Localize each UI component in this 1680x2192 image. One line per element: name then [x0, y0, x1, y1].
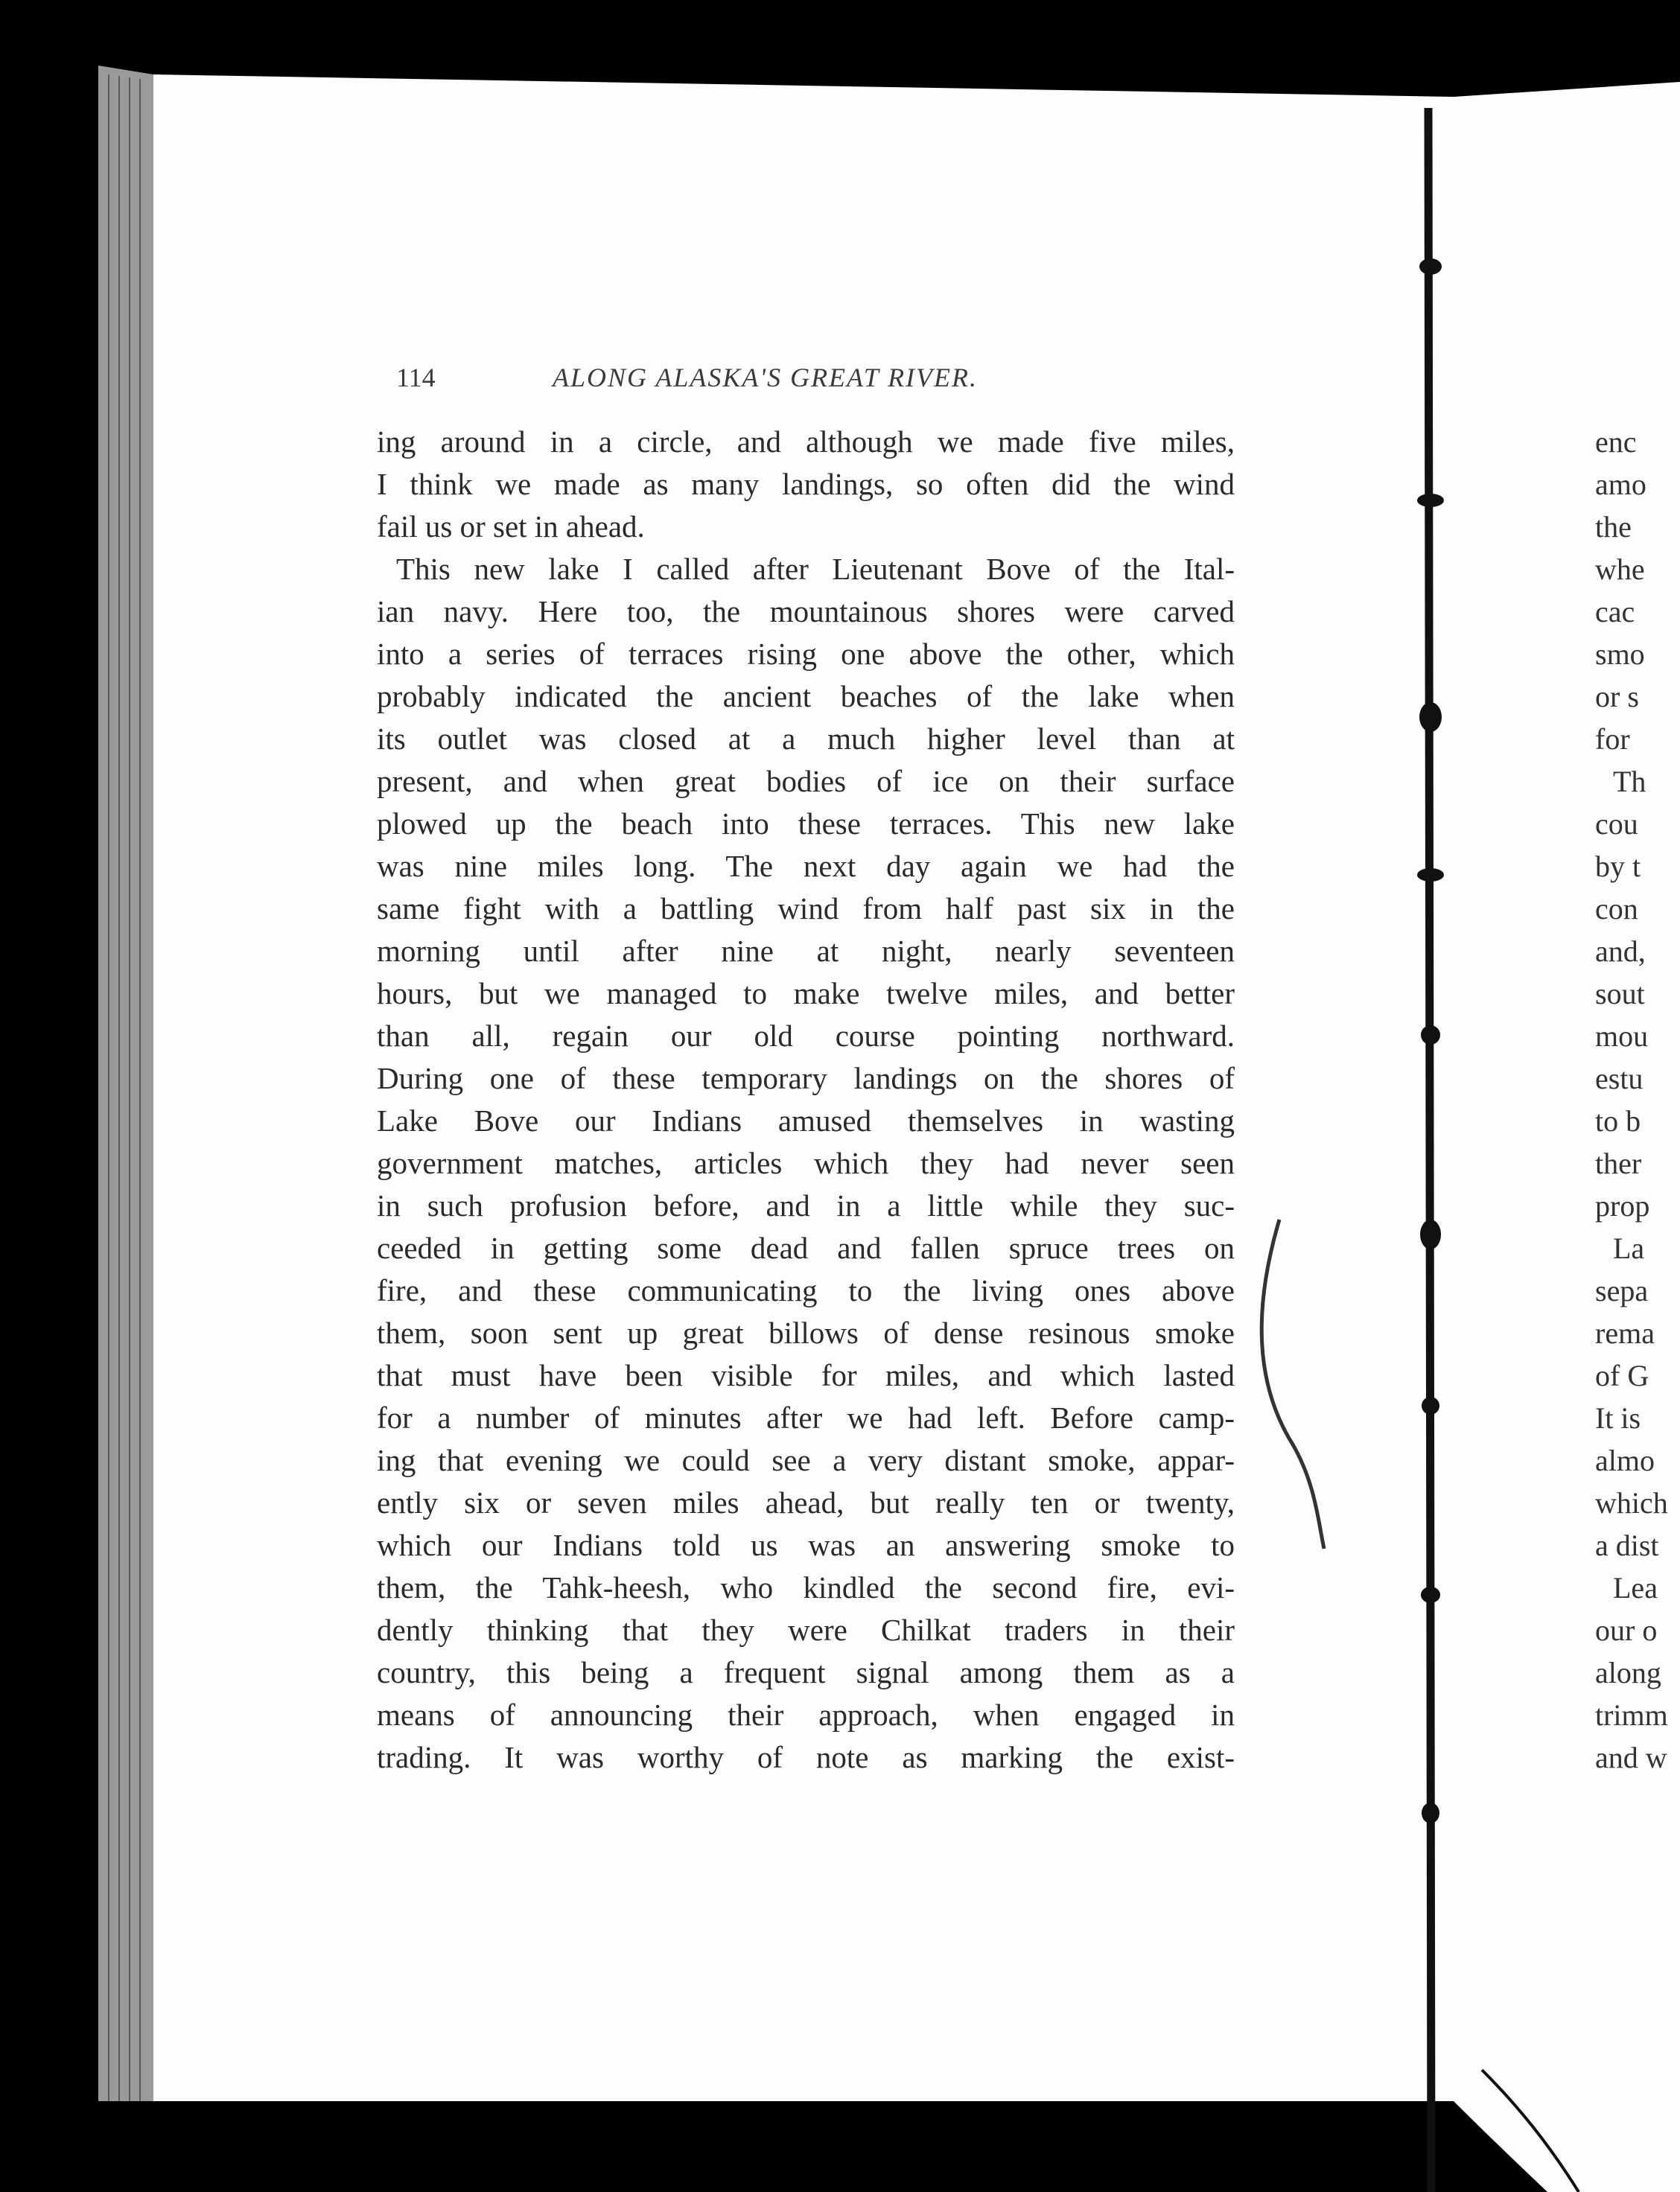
- body-line: probably indicated the ancient beaches of the lake when: [377, 679, 1235, 713]
- body-line: morning until after nine at night, nearly seventeen: [377, 934, 1235, 968]
- body-line: ing that evening we could see a very distant smoke, appar-: [377, 1443, 1235, 1477]
- right-page-fragment: or s: [1595, 680, 1639, 713]
- right-page-fragment: whe: [1595, 552, 1645, 586]
- body-line: trading. It was worthy of note as marking the exist-: [377, 1740, 1235, 1774]
- right-page-fragment: for: [1595, 722, 1630, 756]
- right-page-fragment: amo: [1595, 468, 1646, 501]
- binding-thread: [1428, 108, 1431, 2192]
- right-page-cropped-text: [1595, 421, 1668, 1779]
- right-page-fragment: Lea: [1613, 1571, 1658, 1605]
- page-number: 114: [396, 363, 436, 392]
- body-line: means of announcing their approach, when engaged in: [377, 1698, 1235, 1732]
- body-line: same fight with a battling wind from half past six in the: [377, 891, 1235, 925]
- right-page-fragment: a dist: [1595, 1529, 1659, 1562]
- right-page-fragment: to b: [1595, 1104, 1641, 1138]
- body-line: in such profusion before, and in a little while they suc-: [377, 1188, 1235, 1223]
- right-page-fragment: along: [1595, 1656, 1661, 1689]
- right-page-fragment: cou: [1595, 807, 1638, 841]
- body-line: fire, and these communicating to the living ones above: [377, 1273, 1235, 1307]
- body-line: country, this being a frequent signal among them as a: [377, 1655, 1235, 1689]
- right-page-fragment: ther: [1595, 1147, 1642, 1180]
- body-line: I think we made as many landings, so often did the wind: [377, 467, 1235, 501]
- body-line: During one of these temporary landings on the shores of: [377, 1061, 1235, 1095]
- right-page-fragment: mou: [1595, 1019, 1649, 1053]
- body-line: dently thinking that they were Chilkat traders in their: [377, 1613, 1235, 1647]
- body-line: fail us or set in ahead.: [377, 509, 645, 544]
- right-page-fragment: estu: [1595, 1062, 1644, 1095]
- right-page-fragment: of G: [1595, 1359, 1649, 1392]
- right-page-fragment: smo: [1595, 637, 1645, 671]
- right-page-fragment: enc: [1595, 425, 1637, 459]
- running-title: ALONG ALASKA'S GREAT RIVER.: [553, 363, 979, 392]
- body-line: them, the Tahk-heesh, who kindled the second fire, evi-: [377, 1570, 1235, 1605]
- body-line: This new lake I called after Lieutenant Bove of the Ital-: [396, 552, 1235, 586]
- body-line: ing around in a circle, and although we made five miles,: [377, 424, 1235, 459]
- right-page-fragment: the: [1595, 510, 1632, 544]
- right-page-fragment: rema: [1595, 1316, 1655, 1350]
- body-line: hours, but we managed to make twelve miles, and better: [377, 976, 1235, 1010]
- body-line: present, and when great bodies of ice on their surface: [377, 764, 1235, 798]
- body-line: into a series of terraces rising one above the other, which: [377, 637, 1235, 671]
- right-page-fragment: sepa: [1595, 1274, 1649, 1307]
- body-line: for a number of minutes after we had left. Before camp-: [377, 1401, 1235, 1435]
- right-page-fragment: and,: [1595, 934, 1646, 968]
- body-line: them, soon sent up great billows of dense resinous smoke: [377, 1316, 1235, 1350]
- right-page-fragment: con: [1595, 892, 1638, 925]
- right-page-fragment: and w: [1595, 1741, 1667, 1774]
- body-line: plowed up the beach into these terraces. This new lake: [377, 806, 1235, 841]
- right-page-fragment: prop: [1595, 1189, 1650, 1223]
- body-line: that must have been visible for miles, and which lasted: [377, 1358, 1235, 1392]
- body-line: ian navy. Here too, the mountainous shores were carved: [377, 594, 1235, 628]
- right-page-fragment: almo: [1595, 1444, 1655, 1477]
- right-page-fragment: Th: [1613, 765, 1646, 798]
- body-line: Lake Bove our Indians amused themselves in wasting: [377, 1103, 1235, 1138]
- right-page-fragment: trimm: [1595, 1698, 1668, 1732]
- right-page-fragment: cac: [1595, 595, 1635, 628]
- right-page-fragment: La: [1613, 1232, 1645, 1265]
- body-line: government matches, articles which they had never seen: [377, 1146, 1235, 1180]
- body-line: which our Indians told us was an answering smoke to: [377, 1528, 1235, 1562]
- body-line: than all, regain our old course pointing northward.: [377, 1019, 1235, 1053]
- body-line: ently six or seven miles ahead, but really ten or twenty,: [377, 1485, 1235, 1520]
- right-page-fragment: sout: [1595, 977, 1645, 1010]
- right-page-fragment: which: [1595, 1486, 1668, 1520]
- right-page-fragment: by t: [1595, 850, 1641, 883]
- body-line: was nine miles long. The next day again we had the: [377, 849, 1235, 883]
- body-line: its outlet was closed at a much higher level than at: [377, 721, 1235, 756]
- book-fore-edge: [98, 66, 153, 2101]
- right-page-fragment: It is: [1595, 1401, 1641, 1435]
- body-line: ceeded in getting some dead and fallen spruce trees on: [377, 1231, 1235, 1265]
- right-page-fragment: our o: [1595, 1613, 1658, 1647]
- page-body-text: [377, 421, 1235, 1779]
